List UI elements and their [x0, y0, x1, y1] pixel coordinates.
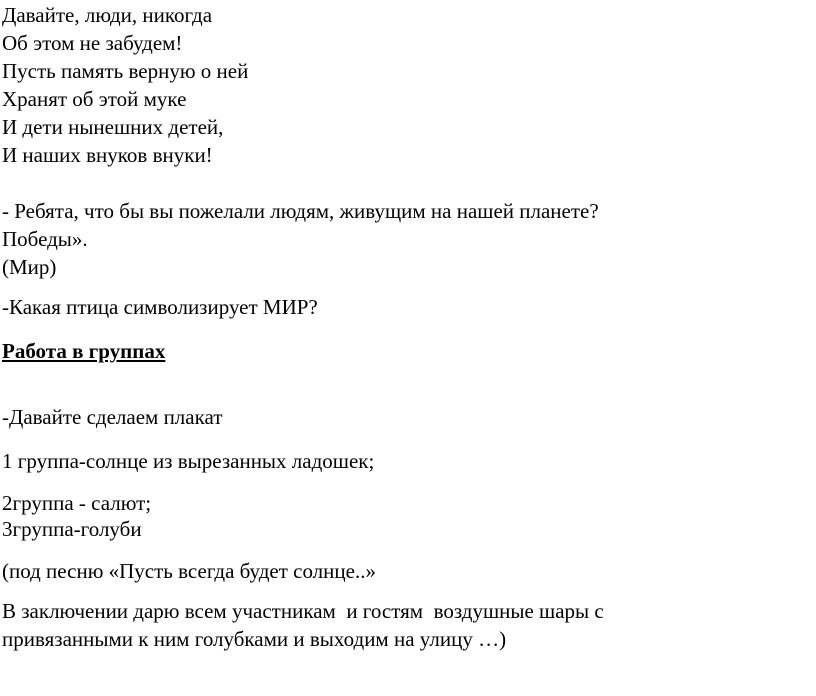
- poem-line-4: Хранят об этой муке: [2, 87, 187, 111]
- conclusion-line-2: привязанными к ним голубками и выходим на улицу …): [2, 627, 507, 651]
- answer-peace: (Мир): [2, 255, 57, 279]
- poem-line-3: Пусть память верную о ней: [2, 59, 249, 83]
- song-note: (под песню «Пусть всегда будет солнце..»: [2, 559, 376, 583]
- make-poster: -Давайте сделаем плакат: [2, 405, 223, 429]
- question-wishes: - Ребята, что бы вы пожелали людям, живущим на нашей планете?: [2, 199, 599, 223]
- group-3: 3группа-голуби: [2, 517, 142, 541]
- poem-line-6: И наших внуков внуки!: [2, 143, 213, 167]
- poem-line-5: И дети нынешних детей,: [2, 115, 224, 139]
- question-bird: -Какая птица символизирует МИР?: [2, 295, 318, 319]
- poem-line-1: Давайте, люди, никогда: [2, 3, 213, 27]
- group-1: 1 группа-солнце из вырезанных ладошек;: [2, 449, 375, 473]
- poem-line-2: Об этом не забудем!: [2, 31, 183, 55]
- answer-victory: Победы».: [2, 227, 88, 251]
- conclusion-line-1: В заключении дарю всем участникам и гостям воздушные шары с: [2, 599, 604, 623]
- section-heading: Работа в группах: [2, 339, 166, 363]
- group-2: 2группа - салют;: [2, 491, 152, 515]
